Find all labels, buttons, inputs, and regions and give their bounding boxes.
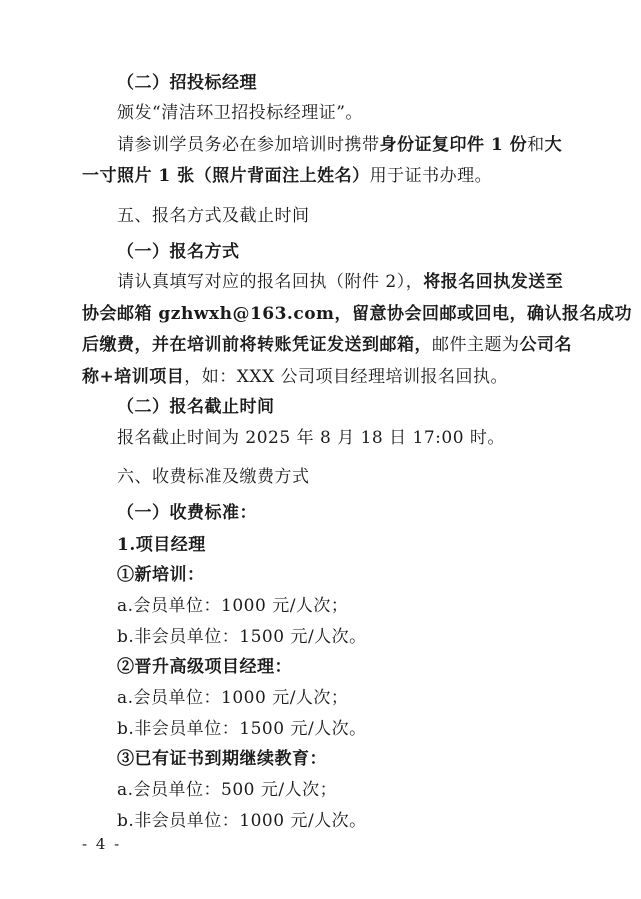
section-six-title — [117, 466, 310, 488]
fee-nonmember-continuing — [117, 810, 367, 832]
text-run: 大 — [544, 135, 563, 155]
heading-continuing-education — [117, 748, 327, 770]
text-run: （一）收费标准： — [117, 503, 257, 523]
text-run: 报名截止时间为 2025 年 8 月 18 日 17:00 时。 — [117, 428, 505, 448]
heading-registration-deadline — [117, 396, 275, 418]
text-run: 邮件主题为 — [432, 335, 520, 355]
text-run: 五、报名方式及截止时间 — [117, 206, 310, 226]
text-run: 协会邮箱 gzhwxh@163.com，留意协会回邮或回电，确认报名成功 — [82, 304, 633, 324]
text-run: ①新培训： — [117, 565, 205, 585]
heading-registration-method — [117, 241, 240, 263]
text-run: b.非会员单位：1500 元/人次。 — [117, 627, 367, 647]
text-run: 颁发“清洁环卫招投标经理证”。 — [117, 103, 363, 123]
heading-project-manager — [117, 534, 206, 556]
text-run: b.非会员单位：1500 元/人次。 — [117, 719, 367, 739]
text-run: 六、收费标准及缴费方式 — [117, 467, 310, 487]
text-run: 请参训学员务必在参加培训时携带 — [117, 135, 380, 155]
text-run: b.非会员单位：1000 元/人次。 — [117, 811, 367, 831]
text-run: 后缴费，并在培训前将转账凭证发送到邮箱， — [82, 335, 432, 355]
fee-member-continuing — [117, 779, 337, 801]
text-run: 请认真填写对应的报名回执（附件 2）， — [117, 272, 424, 292]
text-run: a.会员单位：500 元/人次； — [117, 780, 338, 800]
fee-member-new — [117, 595, 348, 617]
paragraph-deadline — [117, 427, 505, 449]
text-run: （二）报名截止时间 — [117, 397, 275, 417]
text-run: ②晋升高级项目经理： — [117, 657, 292, 677]
heading-promotion — [117, 656, 292, 678]
heading-new-training — [117, 564, 205, 586]
paragraph-certificate — [117, 102, 363, 124]
fee-nonmember-new — [117, 626, 367, 648]
text-run: （一）报名方式 — [117, 242, 240, 262]
fee-nonmember-promotion — [117, 718, 367, 740]
text-run: 公司名 — [519, 335, 572, 355]
paragraph-materials-line2 — [82, 165, 492, 187]
paragraph-registration-line4 — [82, 366, 508, 388]
text-run: ，如：XXX 公司项目经理培训报名回执。 — [184, 367, 508, 387]
text-run: 身份证复印件 1 份 — [379, 135, 528, 155]
text-run: 将报名回执发送至 — [423, 272, 564, 292]
heading-fee-standard — [117, 502, 257, 524]
text-run: （二）招投标经理 — [117, 73, 257, 93]
text-run: a.会员单位：1000 元/人次； — [117, 596, 349, 616]
text-run: 和 — [527, 135, 545, 155]
text-run: 用于证书办理。 — [369, 166, 493, 186]
paragraph-registration-line1 — [117, 271, 563, 293]
text-run: a.会员单位：1000 元/人次； — [117, 688, 349, 708]
heading-bid-manager — [117, 72, 257, 94]
text-run: 称+培训项目 — [82, 367, 185, 387]
paragraph-materials-line1 — [117, 134, 562, 156]
paragraph-registration-line3 — [82, 334, 572, 356]
text-run: 1.项目经理 — [117, 535, 206, 555]
page-number: - 4 - — [82, 835, 122, 853]
fee-member-promotion — [117, 687, 348, 709]
section-five-title — [117, 205, 310, 227]
text-run: 一寸照片 1 张（照片背面注上姓名） — [82, 166, 370, 186]
text-run: ③已有证书到期继续教育： — [117, 749, 327, 769]
paragraph-registration-line2 — [82, 303, 632, 325]
